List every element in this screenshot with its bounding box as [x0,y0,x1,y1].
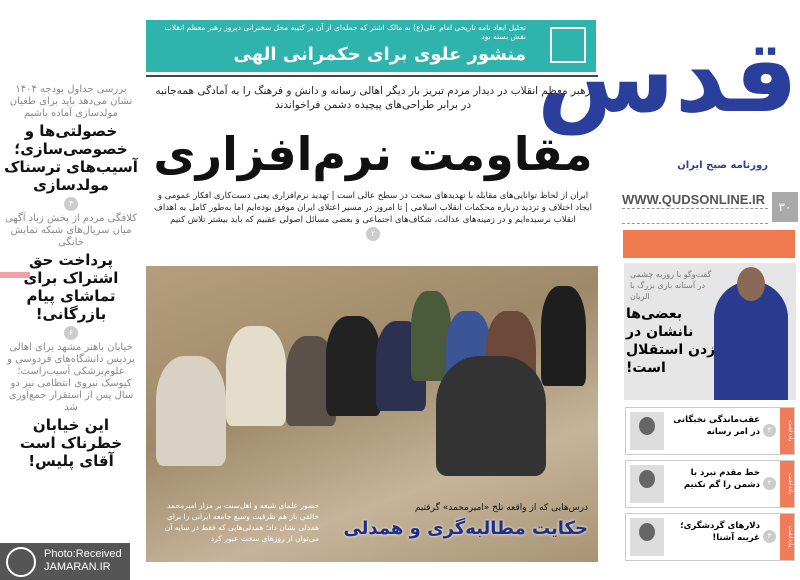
page-number-badge: ۳ [763,530,776,543]
masthead-logo [536,2,798,180]
card-tag: یادداشت [780,461,794,507]
story-headline[interactable]: این خیابان خطرناک است آقای پلیس! [19,416,123,470]
issue-info [622,208,768,224]
opinion-card[interactable] [625,460,795,508]
story-headline[interactable]: خصولتی‌ها و خصوصی‌سازی؛ آسیب‌های ترسناک مولدسازی [4,122,138,194]
card-title[interactable]: دلارهای گردشگری؛ غریبه آشنا! [680,521,760,543]
sport-kicker: گفت‌وگو با روزبه چشمی در آستانه بازی بزرگ با الریان [630,270,712,301]
website-url[interactable]: WWW.QUDSONLINE.IR [622,192,765,207]
left-story[interactable] [4,84,138,211]
top-banner[interactable] [146,20,596,72]
page-number-badge: ۶ [64,326,78,340]
upper-deck: رهبر معظم انقلاب در دیدار مردم تبریز بار دیگر اهالی رسانه و دانش و فرهنگ را به آمادگی همه‌جانبه در برابر طراحی‌های پیچیده دشمن فراخواندند [155,85,591,111]
credit-line2: JAMARAN.IR [44,561,111,573]
masthead-info [622,192,798,226]
photo-caption: حضور علمای شیعه و اهل‌سنت بر مزار امیرمحمد خالقی باز هم ظرفیت وسیع جامعه ایرانی را برای همدلی نشان داد؛ همدلی‌هایی که فقط در سایه آن می‌توان از روزهای سخت عبور کرد [164,501,319,543]
logo-tagline: روزنامه صبح ایران [677,160,768,171]
author-photo [630,412,664,450]
card-tag: یادداشت [780,514,794,560]
page-number-badge: ۳ [763,424,776,437]
lead-text [150,190,596,242]
card-title[interactable]: عقب‌ماندگی نخبگانی در امر رسانه [673,415,760,437]
author-photo [630,465,664,503]
player-photo [714,281,788,400]
photo-credit-watermark [0,543,130,580]
banner-title: منشور علوی برای حکمرانی الهی [233,44,526,65]
story-kicker: بررسی جداول بودجه ۱۴۰۴ نشان می‌دهد باید برای طغیان مولدسازی آماده باشیم [9,84,133,119]
main-photo[interactable] [146,266,598,562]
photo-kicker: درس‌هایی که از واقعه تلخ «امیرمحمد» گرفتیم [414,503,588,513]
opinion-card[interactable] [625,407,795,455]
left-story[interactable] [4,342,138,470]
story-kicker: خیابان باهنر مشهد برای اهالی پردیس دانشگاه‌های فردوسی و علوم‌پزشکی آسیب‌زاست؛ کیوسک نیروی انتظامی نیز دو سال پس از استقرار جمع‌آوری شد [7,342,135,413]
page-number-badge: ۳ [763,477,776,490]
card-title[interactable]: خط مقدم نبرد با دشمن را گم نکنیم [683,468,760,490]
orange-notice-bar [623,230,795,258]
main-headline[interactable]: مقاومت نرم‌افزاری [153,127,593,181]
left-story[interactable] [4,213,138,340]
sport-headline[interactable]: بعضی‌ها نانشان در زدن استقلال است! [626,306,716,376]
logo-text: قدس [536,18,798,135]
card-tag: یادداشت [780,408,794,454]
page-number-badge: ۴ [64,197,78,211]
jamaran-logo-icon [6,547,36,577]
divider [146,75,598,77]
left-column [4,84,138,473]
lead-body: ایران از لحاظ توانایی‌های مقابله با تهدیدهای سخت در سطح عالی است | تهدید نرم‌افزاری یعنی دست‌کاری افکار عمومی و ایجاد اختلاف و تردید درباره محکمات انقلاب اسلامی | تا امروز در مسیر اعتلای ایران موفق بوده‌ایم اما به‌طور کامل به اهداف انقلاب نرسیده‌ایم و در زمینه‌های عدالت، شکاف‌های اجتماعی و بعضی مسائل اصولی عقبیم که باید بیشتر تلاش کنیم [154,191,592,225]
photo-headline[interactable]: حکایت مطالبه‌گری و همدلی [343,518,588,539]
opinion-card[interactable] [625,513,795,561]
story-kicker: کلافگی مردم از پخش زیاد آگهی میان سریال‌های شبکه نمایش خانگی [5,213,137,248]
credit-line1: Photo:Received [44,548,122,560]
story-headline[interactable]: پرداخت حق اشتراک برای تماشای پیام بازرگانی! [23,251,119,323]
banner-subtitle: تحلیل ابعاد نامه تاریخی امام علی(ع) به مالک اشتر که جمله‌ای از آن بر کتیبه محل سخنرانی دیروز رهبر معظم انقلاب نقش بسته بود [164,23,526,41]
page-count: ۳۰ [772,192,798,222]
sport-story[interactable] [624,263,796,400]
page-number-badge: ۲ [366,227,380,241]
author-photo [630,518,664,556]
